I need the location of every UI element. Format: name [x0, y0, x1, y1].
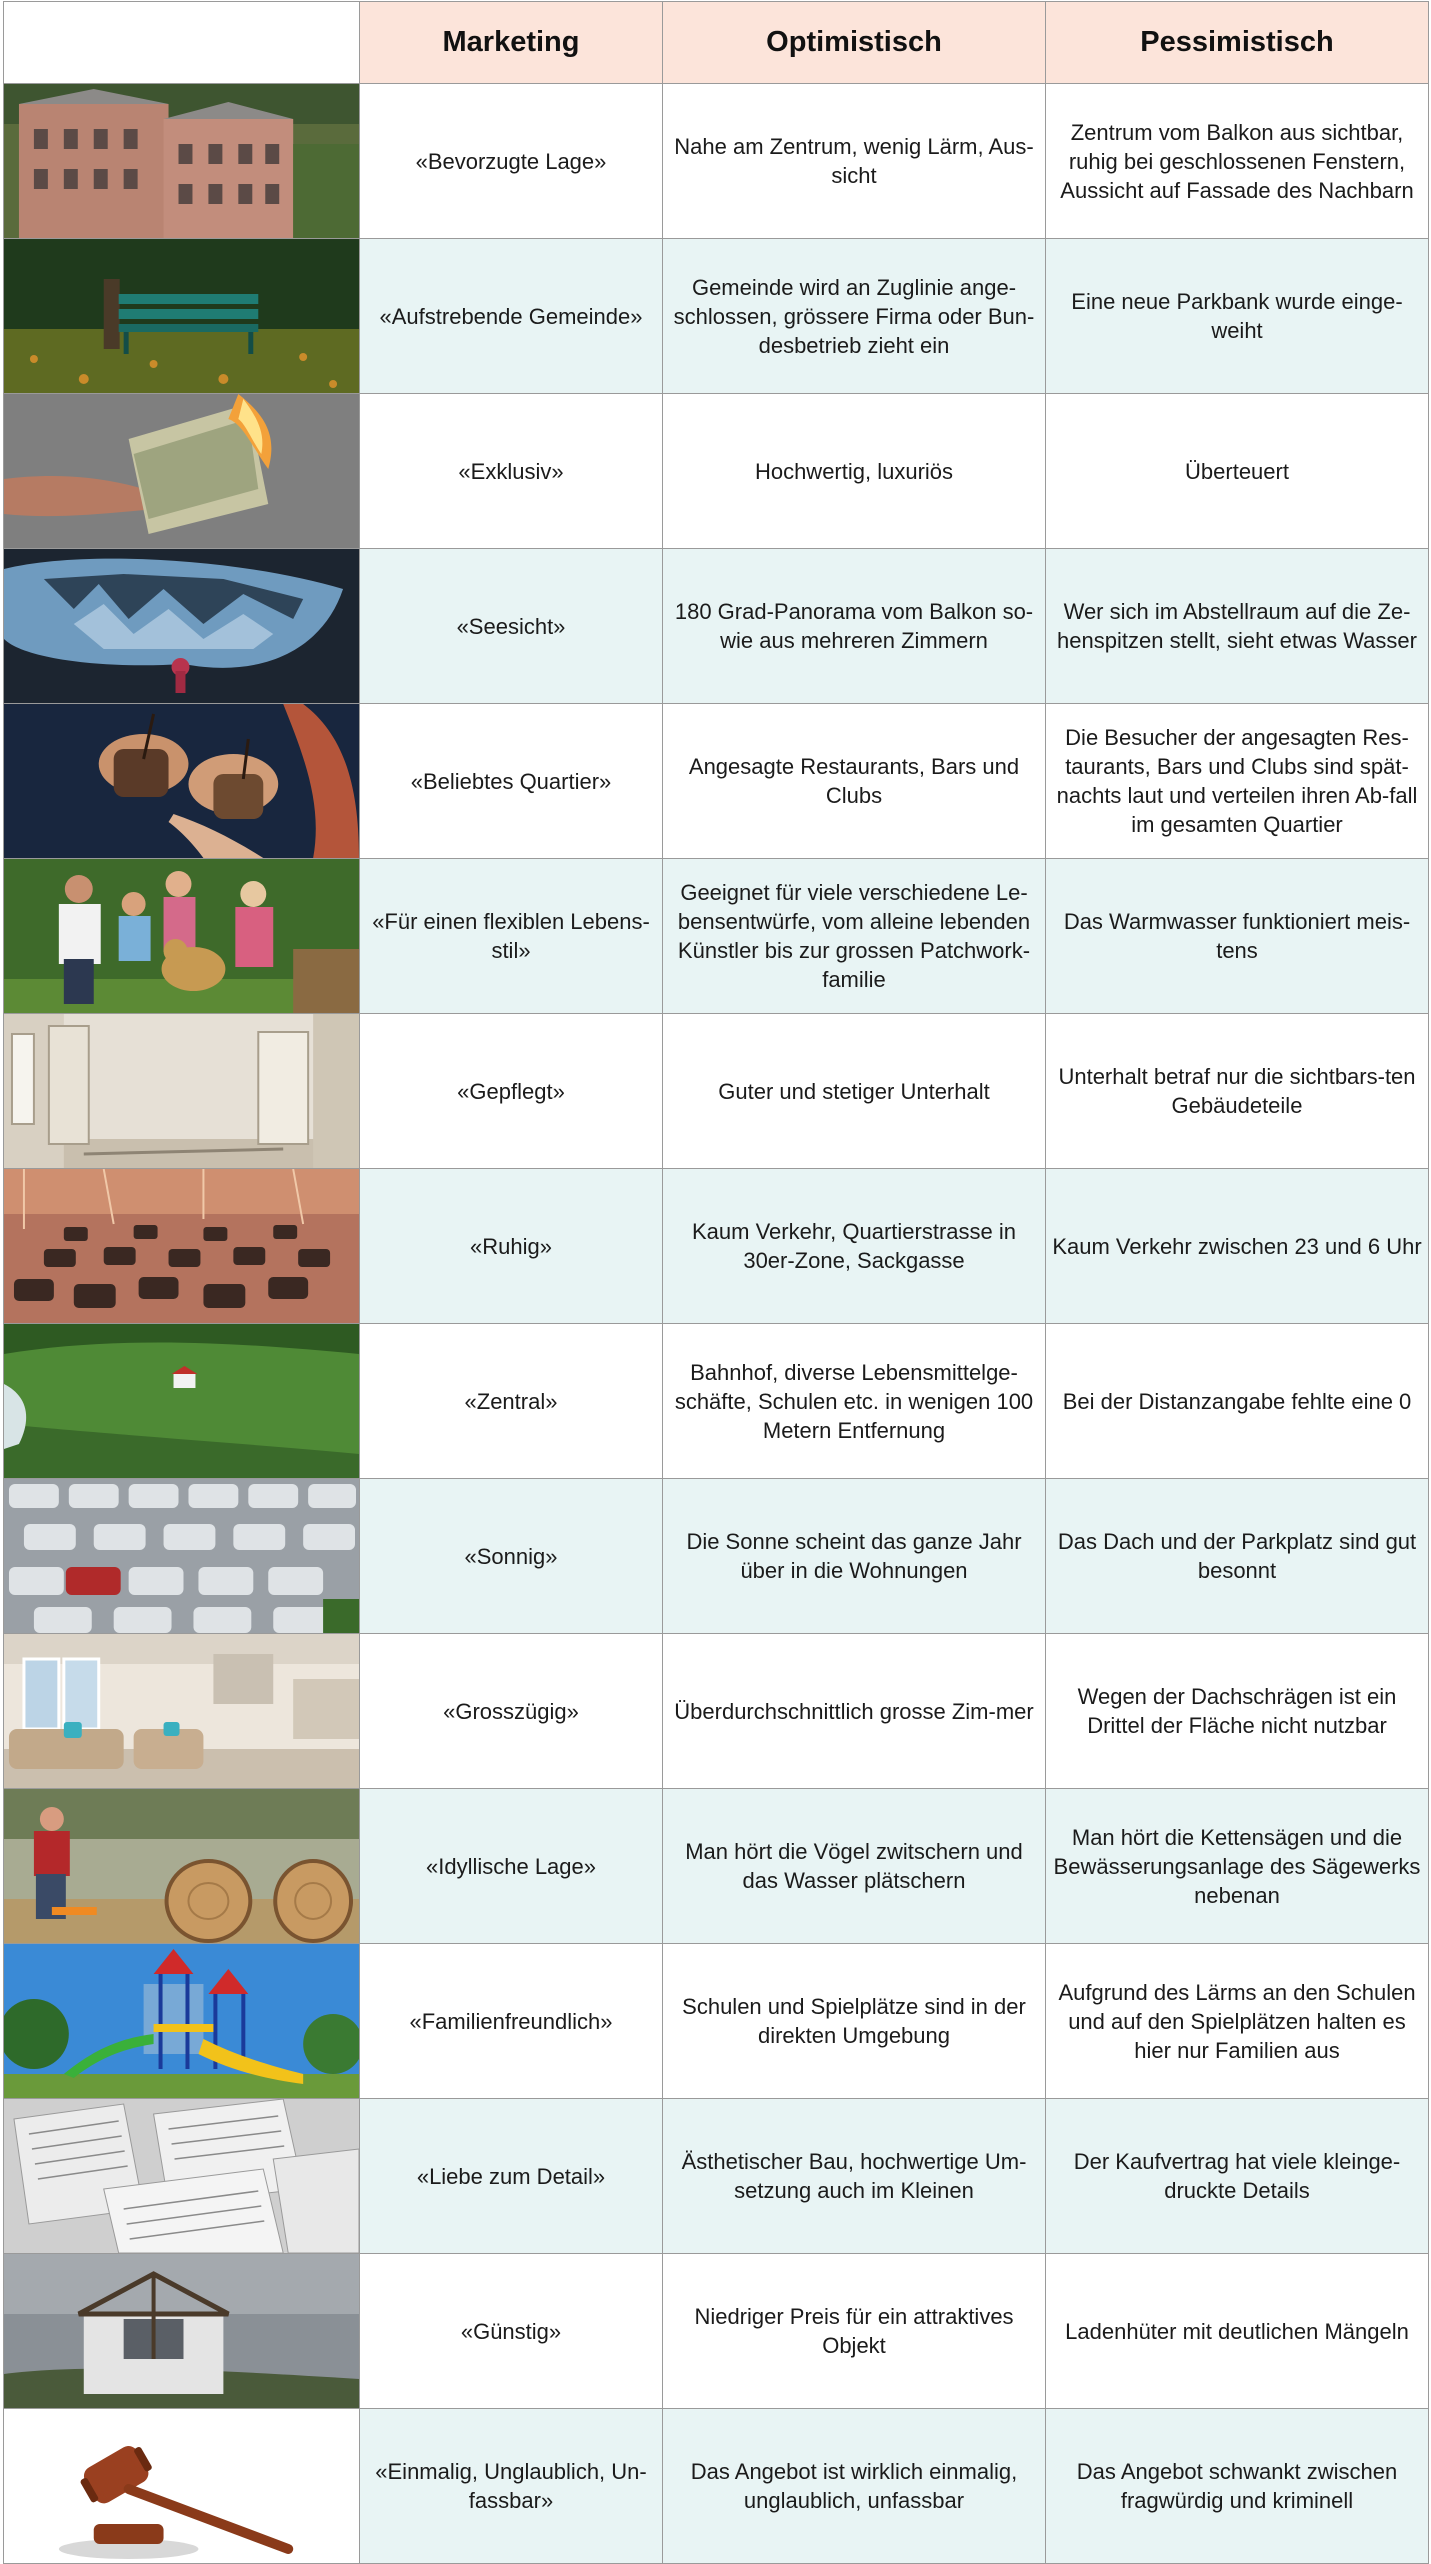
pessimistic-text: Das Warmwasser funktioniert meis-tens: [1046, 859, 1429, 1014]
optimistic-text: Bahnhof, diverse Lebensmittelge-schäfte, Schulen etc. in wenigen 100 Metern Entfernung: [663, 1324, 1046, 1479]
pessimistic-text: Überteuert: [1046, 394, 1429, 549]
optimistic-text: Überdurchschnittlich grosse Zim-mer: [663, 1634, 1046, 1789]
lumberjack-chainsaw-photo: [4, 1789, 360, 1944]
table-row: [4, 1479, 1429, 1634]
table-row: [4, 394, 1429, 549]
header-marketing: Marketing: [360, 2, 663, 84]
table-row: [4, 704, 1429, 859]
optimistic-text: Das Angebot ist wirklich einmalig, unglaublich, unfassbar: [663, 2409, 1046, 2564]
marketing-term: «Ruhig»: [360, 1169, 663, 1324]
bar-drinks-photo: [4, 704, 360, 859]
remote-house-landscape-photo: [4, 1324, 360, 1479]
family-with-dog-photo: [4, 859, 360, 1014]
marketing-term: «Liebe zum Detail»: [360, 2099, 663, 2254]
optimistic-text: Gemeinde wird an Zuglinie ange-schlossen, grössere Firma oder Bun-desbetrieb zieht ein: [663, 239, 1046, 394]
pessimistic-text: Man hört die Kettensägen und die Bewässerungsanlage des Sägewerks nebenan: [1046, 1789, 1429, 1944]
marketing-term: «Gepflegt»: [360, 1014, 663, 1169]
optimistic-text: Angesagte Restaurants, Bars und Clubs: [663, 704, 1046, 859]
optimistic-text: Ästhetischer Bau, hochwertige Um-setzung auch im Kleinen: [663, 2099, 1046, 2254]
table-row: [4, 1634, 1429, 1789]
optimistic-text: Schulen und Spielplätze sind in der direkten Umgebung: [663, 1944, 1046, 2099]
pessimistic-text: Wegen der Dachschrägen ist ein Drittel der Fläche nicht nutzbar: [1046, 1634, 1429, 1789]
marketing-term: «Exklusiv»: [360, 394, 663, 549]
pessimistic-text: Eine neue Parkbank wurde einge-weiht: [1046, 239, 1429, 394]
header-row: [4, 2, 1429, 84]
pessimistic-text: Das Angebot schwankt zwischen fragwürdig und kriminell: [1046, 2409, 1429, 2564]
park-bench-photo: [4, 239, 360, 394]
marketing-term: «Familienfreundlich»: [360, 1944, 663, 2099]
marketing-term: «Günstig»: [360, 2254, 663, 2409]
old-apartment-building-photo: [4, 84, 360, 239]
table-row: [4, 84, 1429, 239]
marketing-term: «Aufstrebende Gemeinde»: [360, 239, 663, 394]
table-row: [4, 2099, 1429, 2254]
table-row: [4, 549, 1429, 704]
marketing-term: «Sonnig»: [360, 1479, 663, 1634]
marketing-term: «Einmalig, Unglaublich, Un-fassbar»: [360, 2409, 663, 2564]
optimistic-text: Hochwertig, luxuriös: [663, 394, 1046, 549]
marketing-term: «Für einen flexiblen Lebens-stil»: [360, 859, 663, 1014]
header-pessimistic: Pessimistisch: [1046, 2, 1429, 84]
table-row: [4, 859, 1429, 1014]
parking-lot-photo: [4, 1479, 360, 1634]
gavel-photo: [4, 2409, 360, 2564]
pessimistic-text: Kaum Verkehr zwischen 23 und 6 Uhr: [1046, 1169, 1429, 1324]
optimistic-text: Nahe am Zentrum, wenig Lärm, Aus-sicht: [663, 84, 1046, 239]
traffic-jam-photo: [4, 1169, 360, 1324]
playground-photo: [4, 1944, 360, 2099]
pessimistic-text: Wer sich im Abstellraum auf die Ze-henspitzen stellt, sieht etwas Wasser: [1046, 549, 1429, 704]
marketing-term: «Grosszügig»: [360, 1634, 663, 1789]
pessimistic-text: Ladenhüter mit deutlichen Mängeln: [1046, 2254, 1429, 2409]
pessimistic-text: Aufgrund des Lärms an den Schulen und auf den Spielplätzen halten es hier nur Familien aus: [1046, 1944, 1429, 2099]
table-row: [4, 1324, 1429, 1479]
unfinished-house-photo: [4, 2254, 360, 2409]
table-row: [4, 2409, 1429, 2564]
pessimistic-text: Der Kaufvertrag hat viele kleinge-druckte Details: [1046, 2099, 1429, 2254]
table-row: [4, 1169, 1429, 1324]
optimistic-text: Kaum Verkehr, Quartierstrasse in 30er-Zone, Sackgasse: [663, 1169, 1046, 1324]
optimistic-text: Geeignet für viele verschiedene Le-bensentwürfe, vom alleine lebenden Künstler bis zur grossen Patchwork-familie: [663, 859, 1046, 1014]
puddle-reflection-photo: [4, 549, 360, 704]
optimistic-text: Niedriger Preis für ein attraktives Objekt: [663, 2254, 1046, 2409]
table-row: [4, 239, 1429, 394]
empty-room-photo: [4, 1014, 360, 1169]
header-optimistic: Optimistisch: [663, 2, 1046, 84]
optimistic-text: Die Sonne scheint das ganze Jahr über in die Wohnungen: [663, 1479, 1046, 1634]
table-row: [4, 2254, 1429, 2409]
pessimistic-text: Bei der Distanzangabe fehlte eine 0: [1046, 1324, 1429, 1479]
optimistic-text: Guter und stetiger Unterhalt: [663, 1014, 1046, 1169]
table-row: [4, 1944, 1429, 2099]
marketing-term: «Seesicht»: [360, 549, 663, 704]
pessimistic-text: Zentrum vom Balkon aus sichtbar, ruhig bei geschlossenen Fenstern, Aussicht auf Fassade des Nachbarn: [1046, 84, 1429, 239]
table-row: [4, 1014, 1429, 1169]
living-room-photo: [4, 1634, 360, 1789]
pessimistic-text: Die Besucher der angesagten Res-taurants, Bars und Clubs sind spät-nachts laut und verteilen ihren Ab-fall im gesamten Quartier: [1046, 704, 1429, 859]
pessimistic-text: Unterhalt betraf nur die sichtbars-ten Gebäudeteile: [1046, 1014, 1429, 1169]
open-books-photo: [4, 2099, 360, 2254]
marketing-term: «Idyllische Lage»: [360, 1789, 663, 1944]
marketing-term: «Bevorzugte Lage»: [360, 84, 663, 239]
marketing-comparison-table: [3, 1, 1429, 2564]
marketing-term: «Zentral»: [360, 1324, 663, 1479]
pessimistic-text: Das Dach und der Parkplatz sind gut besonnt: [1046, 1479, 1429, 1634]
optimistic-text: Man hört die Vögel zwitschern und das Wasser plätschern: [663, 1789, 1046, 1944]
table-row: [4, 1789, 1429, 1944]
optimistic-text: 180 Grad-Panorama vom Balkon so-wie aus mehreren Zimmern: [663, 549, 1046, 704]
marketing-term: «Beliebtes Quartier»: [360, 704, 663, 859]
header-image-cell: [4, 2, 360, 84]
burning-money-photo: [4, 394, 360, 549]
